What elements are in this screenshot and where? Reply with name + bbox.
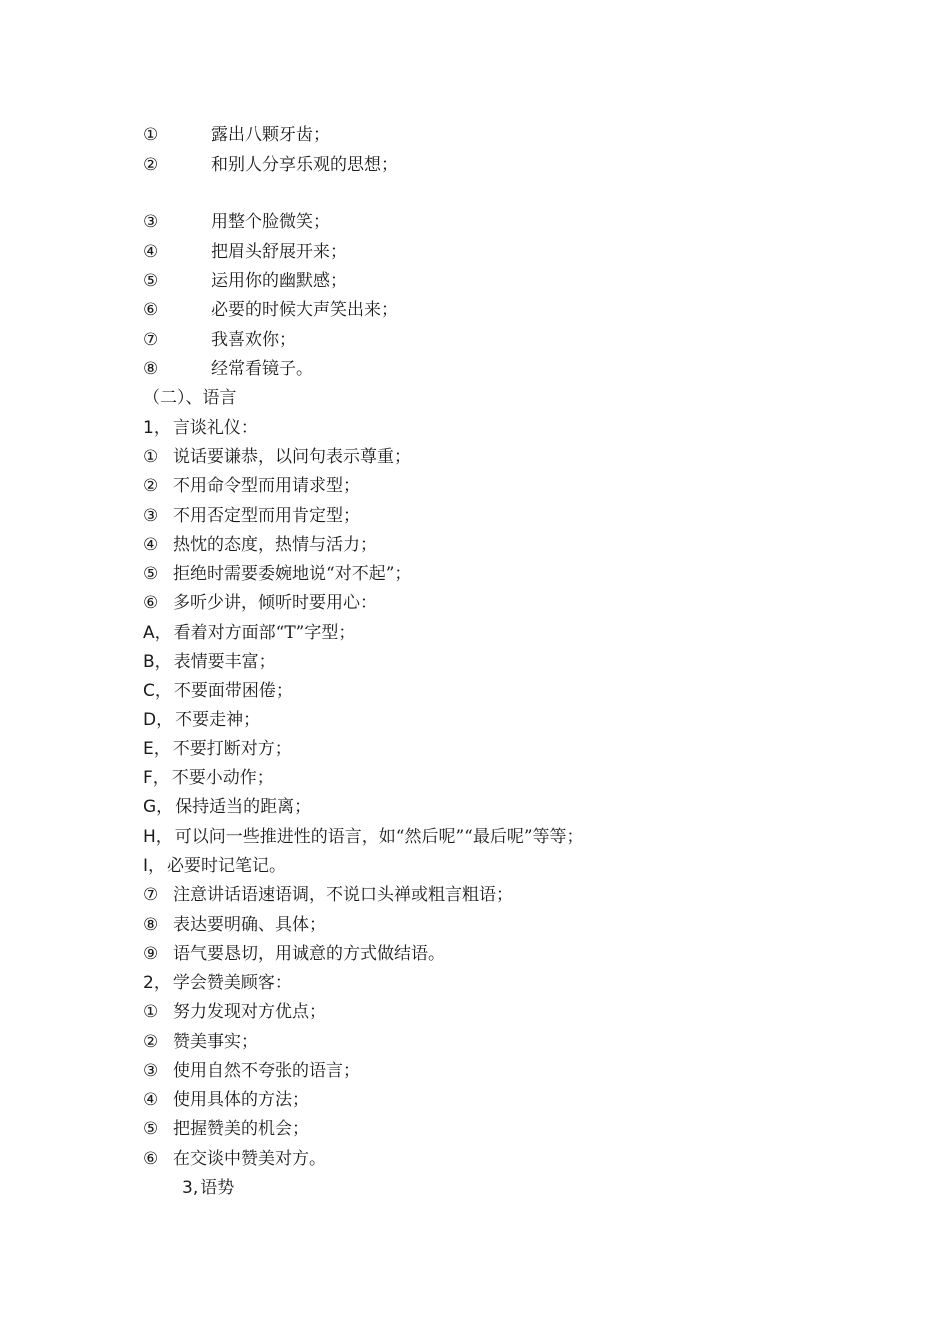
smile-item-3 (143, 211, 330, 233)
item-text: 语气要恳切，用诚意的方式做结语。 (173, 944, 445, 964)
praise-item-2 (143, 1031, 258, 1053)
praise-item-1 (143, 1001, 326, 1023)
speech-item-6 (143, 592, 377, 614)
listening-item-b (143, 651, 276, 673)
item-text: 赞美事实； (173, 1032, 258, 1052)
item-marker: ⑨ (143, 944, 159, 964)
speech-item-9 (143, 943, 445, 965)
subheading-tone (182, 1177, 234, 1199)
speech-item-2 (143, 475, 360, 497)
item-text: 拒绝时需要委婉地说“对不起”； (173, 564, 412, 584)
item-marker: ⑧ (143, 915, 159, 935)
item-text: 保持适当的距离； (175, 797, 312, 817)
listening-item-e (143, 738, 292, 760)
smile-item-2 (143, 154, 398, 176)
sub-marker: 3, (182, 1178, 199, 1198)
item-marker: ⑤ (143, 564, 159, 584)
listening-item-g (143, 796, 311, 818)
letter-marker: A， (143, 623, 172, 643)
smile-item-4 (143, 241, 347, 263)
item-text: 使用具体的方法； (173, 1090, 309, 1110)
sub-marker: 2， (143, 973, 171, 993)
item-text: 不要面带困倦； (173, 681, 293, 701)
item-text: 热忱的态度，热情与活力； (173, 535, 377, 555)
item-text: 不用命令型而用请求型； (173, 476, 360, 496)
item-text: 不用否定型而用肯定型； (173, 506, 360, 526)
item-text: 可以问一些推进性的语言，如“然后呢”“最后呢”等等； (174, 827, 584, 847)
item-text: 不要走神； (175, 710, 261, 730)
smile-item-6 (143, 299, 398, 321)
item-text: 必要时记笔记。 (167, 856, 287, 876)
item-marker: ① (143, 447, 159, 467)
letter-marker: H， (143, 827, 173, 847)
sub-title: 学会赞美顾客： (172, 973, 292, 993)
listening-item-d (143, 709, 260, 731)
item-text: 和别人分享乐观的思想； (211, 155, 398, 175)
item-marker: ③ (143, 506, 159, 526)
item-text: 我喜欢你； (211, 330, 296, 350)
item-marker: ③ (143, 1061, 159, 1081)
speech-item-3 (143, 505, 360, 527)
listening-item-h (143, 826, 584, 848)
smile-item-7 (143, 329, 296, 351)
item-marker: ④ (143, 242, 159, 262)
item-marker: ④ (143, 1090, 159, 1110)
smile-item-1 (143, 124, 330, 146)
item-marker: ⑥ (143, 593, 159, 613)
item-marker: ③ (143, 212, 159, 232)
letter-marker: G， (143, 797, 174, 817)
letter-marker: I， (143, 856, 166, 876)
item-marker: ① (143, 125, 159, 145)
smile-item-5 (143, 270, 347, 292)
item-text: 把握赞美的机会； (173, 1119, 309, 1139)
item-text: 看着对方面部“T”字型； (173, 623, 356, 643)
item-text: 表情要丰富； (173, 652, 276, 672)
item-marker: ② (143, 1032, 159, 1052)
speech-item-7 (143, 884, 513, 906)
item-text: 努力发现对方优点； (173, 1002, 326, 1022)
item-text: 用整个脸微笑； (211, 212, 330, 232)
item-marker: ① (143, 1002, 159, 1022)
item-text: 露出八颗牙齿； (211, 125, 330, 145)
listening-item-c (143, 680, 293, 702)
item-text: 必要的时候大声笑出来； (211, 300, 398, 320)
item-text: 经常看镜子。 (211, 359, 313, 379)
listening-item-a (143, 622, 355, 644)
letter-marker: B， (143, 652, 172, 672)
listening-item-f (143, 767, 274, 789)
letter-marker: E， (143, 739, 171, 759)
item-text: 使用自然不夸张的语言； (173, 1061, 360, 1081)
smile-item-8 (143, 358, 313, 380)
letter-marker: C， (143, 681, 172, 701)
sub-title: 语势 (200, 1178, 235, 1198)
sub-marker: 1， (143, 418, 171, 438)
item-marker: ⑤ (143, 1119, 159, 1139)
item-marker: ⑦ (143, 885, 159, 905)
item-text: 不要小动作； (171, 768, 274, 788)
listening-item-i (143, 855, 286, 877)
speech-item-8 (143, 914, 326, 936)
item-marker: ⑥ (143, 300, 159, 320)
praise-item-6 (143, 1148, 326, 1170)
item-text: 说话要谦恭，以问句表示尊重； (173, 447, 411, 467)
item-text: 多听少讲，倾听时要用心： (173, 593, 377, 613)
praise-item-4 (143, 1089, 309, 1111)
item-marker: ⑦ (143, 330, 159, 350)
item-text: 表达要明确、具体； (173, 915, 326, 935)
subheading-speech-etiquette (143, 417, 258, 439)
sub-title: 言谈礼仪： (172, 418, 258, 438)
speech-item-1 (143, 446, 411, 468)
item-marker: ④ (143, 535, 159, 555)
letter-marker: D， (143, 710, 174, 730)
letter-marker: F， (143, 768, 170, 788)
item-text: 在交谈中赞美对方。 (173, 1149, 326, 1169)
item-text: 不要打断对方； (172, 739, 292, 759)
praise-item-3 (143, 1060, 360, 1082)
item-marker: ⑥ (143, 1149, 159, 1169)
item-marker: ② (143, 155, 159, 175)
item-marker: ⑧ (143, 359, 159, 379)
item-text: 注意讲话语速语调，不说口头禅或粗言粗语； (173, 885, 513, 905)
section-heading-language: （二）、语言 (143, 388, 237, 408)
praise-item-5 (143, 1118, 309, 1140)
speech-item-4 (143, 534, 377, 556)
subheading-praise-customers (143, 972, 292, 994)
item-marker: ② (143, 476, 159, 496)
item-text: 运用你的幽默感； (211, 271, 347, 291)
speech-item-5 (143, 563, 411, 585)
item-text: 把眉头舒展开来； (211, 242, 347, 262)
item-marker: ⑤ (143, 271, 159, 291)
